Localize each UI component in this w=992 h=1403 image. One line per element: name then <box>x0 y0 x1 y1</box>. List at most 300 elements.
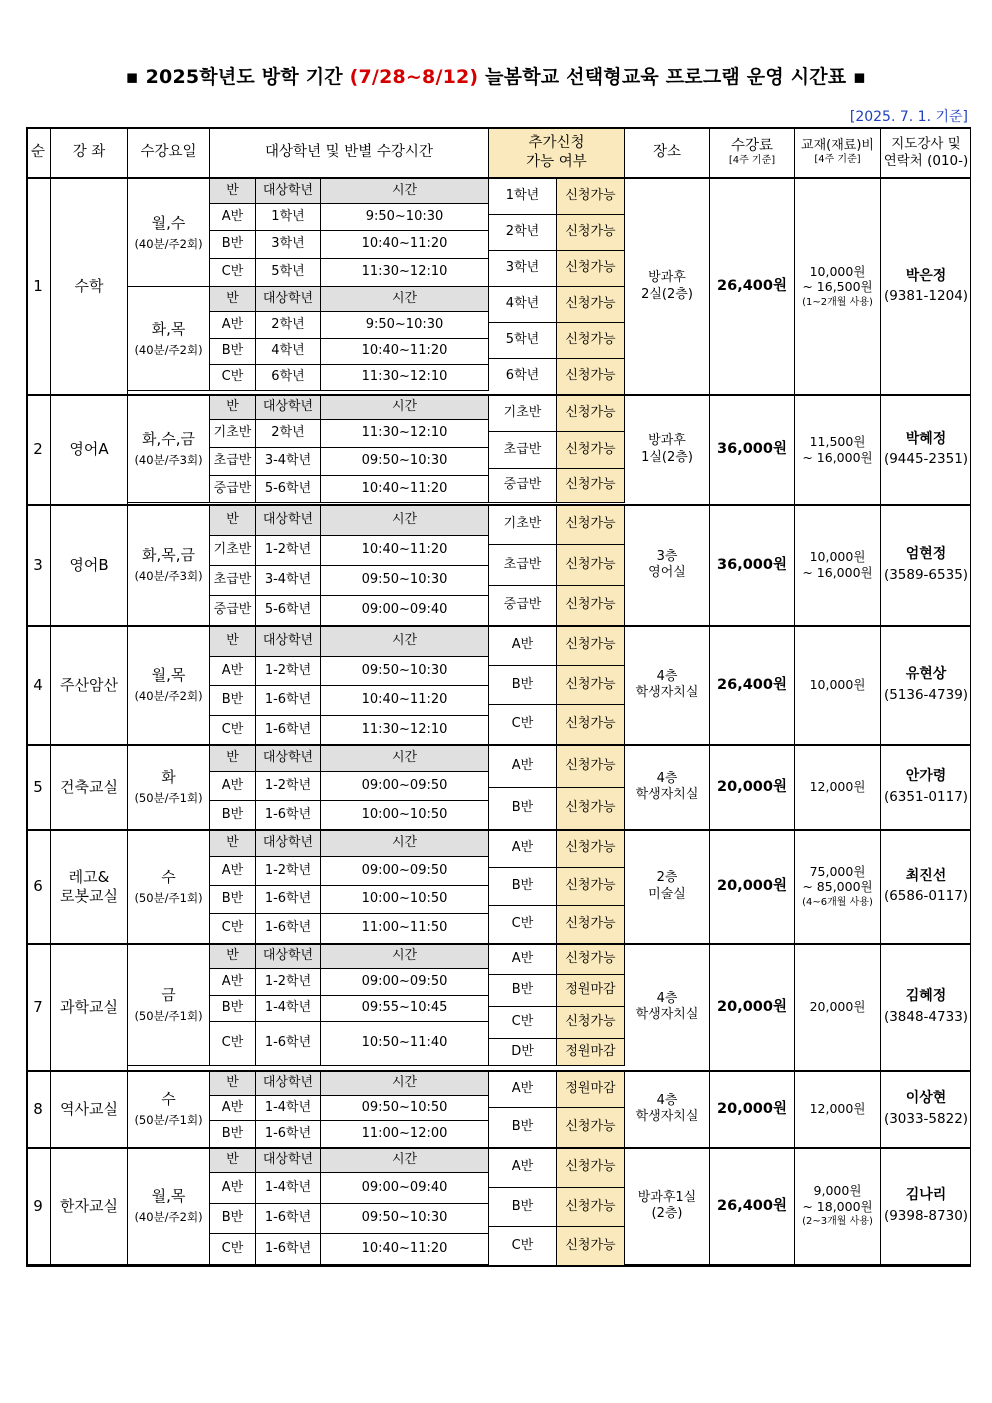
target-grade: 1-4학년 <box>256 996 321 1022</box>
teacher-name: 박은정 <box>905 267 947 284</box>
class-days <box>128 505 210 626</box>
class-name: A반 <box>210 204 256 231</box>
place: 방과후 1실(2층) <box>625 395 710 505</box>
extra-class: C반 <box>489 1227 557 1266</box>
class-name: B반 <box>210 339 256 365</box>
tuition-fee: 20,000원 <box>710 1071 795 1148</box>
extra-class: 초급반 <box>489 432 557 469</box>
place: 2층 미술실 <box>625 830 710 944</box>
class-time: 10:40~11:20 <box>321 536 489 566</box>
class-time: 10:40~11:20 <box>321 231 489 259</box>
application-status: 신청가능 <box>557 359 625 395</box>
days-label: 월,수 <box>151 213 186 232</box>
subheader-class: 반 <box>210 626 256 657</box>
class-days <box>128 1148 210 1265</box>
application-status: 정원마감 <box>557 1039 625 1066</box>
extra-class: B반 <box>489 1108 557 1148</box>
course-name: 과학교실 <box>51 944 128 1071</box>
subheader-time: 시간 <box>321 505 489 536</box>
class-days <box>128 944 210 1066</box>
teacher-phone: (5136-4739) <box>883 686 969 703</box>
teacher-contact <box>881 395 971 505</box>
class-time: 09:50~10:30 <box>321 657 489 686</box>
frequency-label: (40분/주2회) <box>134 236 203 251</box>
material-cost <box>795 944 881 1071</box>
reference-date: [2025. 7. 1. 기준] <box>849 109 968 125</box>
class-time: 09:00~09:50 <box>321 969 489 996</box>
extra-class: B반 <box>489 1188 557 1227</box>
extra-class: A반 <box>489 944 557 975</box>
class-time: 10:00~10:50 <box>321 801 489 830</box>
application-status: 신청가능 <box>557 666 625 705</box>
program-number: 5 <box>26 745 51 830</box>
class-name: 중급반 <box>210 476 256 503</box>
class-time: 10:50~11:40 <box>321 1022 489 1066</box>
program-divider <box>26 1070 971 1072</box>
days-label: 화 <box>161 768 176 787</box>
subheader-time: 시간 <box>321 745 489 772</box>
target-grade: 1-2학년 <box>256 969 321 996</box>
table-border-top <box>26 127 971 129</box>
teacher-contact <box>881 1071 971 1148</box>
target-grade: 1-2학년 <box>256 536 321 566</box>
target-grade: 5학년 <box>256 259 321 287</box>
target-grade: 1-6학년 <box>256 1234 321 1265</box>
teacher-contact <box>881 944 971 1071</box>
class-name: 중급반 <box>210 596 256 626</box>
target-grade: 5-6학년 <box>256 596 321 626</box>
place: 4층 학생자치실 <box>625 944 710 1071</box>
place: 4층 학생자치실 <box>625 1071 710 1148</box>
class-name: 기초반 <box>210 536 256 566</box>
frequency-label: (50분/주1회) <box>134 791 203 806</box>
course-name: 한자교실 <box>51 1148 128 1265</box>
header-divider <box>26 177 971 179</box>
application-status: 신청가능 <box>557 830 625 868</box>
teacher-name: 엄현정 <box>905 546 947 563</box>
program-divider <box>26 504 971 506</box>
application-status: 신청가능 <box>557 1188 625 1227</box>
class-time: 9:50~10:30 <box>321 204 489 231</box>
application-status: 신청가능 <box>557 586 625 626</box>
header-course: 강 좌 <box>51 127 128 179</box>
class-name: 기초반 <box>210 420 256 448</box>
extra-class: C반 <box>489 705 557 745</box>
course-name: 역사교실 <box>51 1071 128 1148</box>
class-name: B반 <box>210 1204 256 1234</box>
extra-class: 2학년 <box>489 215 557 251</box>
subheader-class: 반 <box>210 1148 256 1173</box>
place: 방과후1실 (2층) <box>625 1148 710 1265</box>
tuition-fee: 26,400원 <box>710 179 795 395</box>
course-name: 영어B <box>51 505 128 626</box>
program-number: 8 <box>26 1071 51 1148</box>
teacher-contact <box>881 745 971 830</box>
subheader-class: 반 <box>210 505 256 536</box>
class-name: B반 <box>210 886 256 914</box>
material-cost-value: 11,500원 ~ 16,000원 <box>802 433 873 465</box>
material-cost-value: 12,000원 <box>809 1101 866 1117</box>
extra-class: 기초반 <box>489 395 557 432</box>
table-border-bottom <box>26 1265 971 1267</box>
subheader-class: 반 <box>210 1071 256 1096</box>
class-time: 11:30~12:10 <box>321 716 489 745</box>
class-days <box>128 830 210 944</box>
extra-class: A반 <box>489 830 557 868</box>
material-cost <box>795 1071 881 1148</box>
days-label: 금 <box>161 985 176 1004</box>
frequency-label: (50분/주1회) <box>134 1008 203 1023</box>
tuition-fee: 20,000원 <box>710 944 795 1071</box>
class-name: A반 <box>210 969 256 996</box>
tuition-fee: 36,000원 <box>710 505 795 626</box>
material-cost <box>795 395 881 505</box>
target-grade: 2학년 <box>256 312 321 339</box>
class-name: A반 <box>210 1096 256 1121</box>
class-time: 11:00~11:50 <box>321 914 489 944</box>
frequency-label: (50분/주1회) <box>134 1113 203 1128</box>
program-divider <box>26 943 971 945</box>
class-name: C반 <box>210 259 256 287</box>
subheader-time: 시간 <box>321 830 489 857</box>
program-number: 7 <box>26 944 51 1071</box>
material-cost-note: (4~6개월 사용) <box>802 896 873 908</box>
course-name: 건축교실 <box>51 745 128 830</box>
subheader-time: 시간 <box>321 626 489 657</box>
target-grade: 5-6학년 <box>256 476 321 503</box>
table-border-left <box>26 127 28 1267</box>
timetable <box>26 127 971 1267</box>
teacher-phone: (9398-8730) <box>883 1207 969 1224</box>
class-time: 09:50~10:30 <box>321 1204 489 1234</box>
teacher-name: 박혜정 <box>905 430 947 447</box>
class-name: C반 <box>210 716 256 745</box>
application-status: 신청가능 <box>557 469 625 503</box>
frequency-label: (40분/주3회) <box>134 452 203 467</box>
class-time: 09:50~10:30 <box>321 566 489 596</box>
extra-class: C반 <box>489 1007 557 1039</box>
class-days <box>128 745 210 830</box>
class-days <box>128 395 210 503</box>
header-extra: 추가신청 가능 여부 <box>489 127 625 179</box>
application-status: 신청가능 <box>557 745 625 788</box>
subheader-time: 시간 <box>321 1071 489 1096</box>
material-cost-value: 10,000원 <box>809 677 866 693</box>
subheader-grade: 대상학년 <box>256 1071 321 1096</box>
target-grade: 1-6학년 <box>256 886 321 914</box>
application-status: 정원마감 <box>557 975 625 1007</box>
extra-class: C반 <box>489 906 557 944</box>
class-time: 09:00~09:40 <box>321 596 489 626</box>
material-cost <box>795 505 881 626</box>
material-cost-value: 12,000원 <box>809 779 866 795</box>
place: 4층 학생자치실 <box>625 745 710 830</box>
course-name: 수학 <box>51 179 128 395</box>
page-title <box>0 62 992 89</box>
teacher-name: 안가령 <box>905 768 947 785</box>
class-days <box>128 1071 210 1148</box>
program-divider <box>26 829 971 831</box>
title-suffix: 늘봄학교 선택형교육 프로그램 운영 시간표 ▪ <box>478 66 867 88</box>
header-no: 순 <box>26 127 51 179</box>
subheader-class: 반 <box>210 944 256 969</box>
material-cost <box>795 1148 881 1265</box>
material-cost-value: 10,000원 ~ 16,500원 <box>802 263 873 295</box>
header-place: 장소 <box>625 127 710 179</box>
material-cost-value: 10,000원 ~ 16,000원 <box>802 549 873 580</box>
days-label: 월,목 <box>151 666 186 685</box>
class-days <box>128 626 210 745</box>
course-name: 영어A <box>51 395 128 505</box>
course-name: 주산암산 <box>51 626 128 745</box>
subheader-grade: 대상학년 <box>256 395 321 420</box>
target-grade: 1-2학년 <box>256 857 321 886</box>
application-status: 신청가능 <box>557 1007 625 1039</box>
class-name: 초급반 <box>210 566 256 596</box>
class-time: 09:00~09:40 <box>321 1173 489 1204</box>
application-status: 신청가능 <box>557 287 625 323</box>
target-grade: 1-6학년 <box>256 801 321 830</box>
subheader-grade: 대상학년 <box>256 745 321 772</box>
class-time: 09:50~10:50 <box>321 1096 489 1121</box>
application-status: 신청가능 <box>557 179 625 215</box>
target-grade: 3학년 <box>256 231 321 259</box>
extra-class: B반 <box>489 868 557 906</box>
extra-class: D반 <box>489 1039 557 1066</box>
extra-class: A반 <box>489 1071 557 1108</box>
extra-class: 초급반 <box>489 545 557 586</box>
extra-class: 중급반 <box>489 586 557 626</box>
extra-class: 기초반 <box>489 505 557 545</box>
extra-class: B반 <box>489 788 557 830</box>
class-time: 09:00~09:50 <box>321 857 489 886</box>
application-status: 신청가능 <box>557 1227 625 1266</box>
frequency-label: (40분/주2회) <box>134 1210 203 1225</box>
class-time: 11:30~12:10 <box>321 420 489 448</box>
application-status: 신청가능 <box>557 906 625 944</box>
table-border-right <box>970 127 971 1267</box>
place: 3층 영어실 <box>625 505 710 626</box>
extra-class: 6학년 <box>489 359 557 395</box>
subheader-grade: 대상학년 <box>256 1148 321 1173</box>
teacher-phone: (6586-0117) <box>883 888 969 905</box>
material-cost <box>795 745 881 830</box>
tuition-fee: 20,000원 <box>710 745 795 830</box>
teacher-contact <box>881 1148 971 1265</box>
target-grade: 4학년 <box>256 339 321 365</box>
class-name: B반 <box>210 1121 256 1148</box>
application-status: 신청가능 <box>557 788 625 830</box>
course-name: 레고& 로봇교실 <box>51 830 128 944</box>
target-grade: 1-6학년 <box>256 716 321 745</box>
header-material-note: [4주 기준] <box>814 154 861 166</box>
extra-class: B반 <box>489 666 557 705</box>
program-number: 4 <box>26 626 51 745</box>
teacher-name: 김혜정 <box>905 988 947 1005</box>
target-grade: 1-2학년 <box>256 772 321 801</box>
target-grade: 1-6학년 <box>256 1204 321 1234</box>
header-fee-note: [4주 기준] <box>728 155 776 167</box>
class-name: C반 <box>210 1234 256 1265</box>
class-time: 11:30~12:10 <box>321 259 489 287</box>
teacher-contact <box>881 626 971 745</box>
target-grade: 1-6학년 <box>256 1121 321 1148</box>
extra-class: 3학년 <box>489 251 557 287</box>
title-period: (7/28~8/12) <box>349 66 479 88</box>
subheader-class: 반 <box>210 830 256 857</box>
teacher-name: 유현상 <box>905 666 947 683</box>
subheader-grade: 대상학년 <box>256 505 321 536</box>
application-status: 신청가능 <box>557 545 625 586</box>
target-grade: 1-6학년 <box>256 914 321 944</box>
program-number: 1 <box>26 179 51 395</box>
application-status: 신청가능 <box>557 1108 625 1148</box>
teacher-contact <box>881 505 971 626</box>
class-name: C반 <box>210 1022 256 1066</box>
subheader-class: 반 <box>210 395 256 420</box>
tuition-fee: 36,000원 <box>710 395 795 505</box>
days-label: 수 <box>161 1090 176 1109</box>
target-grade: 2학년 <box>256 420 321 448</box>
application-status: 신청가능 <box>557 432 625 469</box>
tuition-fee: 26,400원 <box>710 626 795 745</box>
frequency-label: (40분/주3회) <box>134 569 203 584</box>
class-days <box>128 179 210 287</box>
header-material <box>795 127 881 179</box>
application-status: 신청가능 <box>557 215 625 251</box>
teacher-phone: (3589-6535) <box>883 566 969 583</box>
target-grade: 1-6학년 <box>256 686 321 716</box>
days-label: 화,수,금 <box>141 429 195 448</box>
class-name: C반 <box>210 914 256 944</box>
material-cost-value: 20,000원 <box>809 999 866 1015</box>
subheader-time: 시간 <box>321 179 489 204</box>
target-grade: 1학년 <box>256 204 321 231</box>
frequency-label: (50분/주1회) <box>134 890 203 905</box>
teacher-phone: (9445-2351) <box>883 451 969 468</box>
target-grade: 1-6학년 <box>256 1022 321 1066</box>
teacher-phone: (3033-5822) <box>883 1110 969 1127</box>
material-cost-value: 9,000원 ~ 18,000원 <box>802 1183 873 1214</box>
title-prefix: ▪ 2025학년도 방학 기간 <box>125 66 350 88</box>
class-name: A반 <box>210 1173 256 1204</box>
class-time: 09:50~10:30 <box>321 448 489 476</box>
program-number: 2 <box>26 395 51 505</box>
program-divider <box>26 1147 971 1149</box>
place: 방과후 2실(2층) <box>625 179 710 395</box>
tuition-fee: 26,400원 <box>710 1148 795 1265</box>
teacher-name: 최진선 <box>905 867 947 884</box>
header-schedule: 대상학년 및 반별 수강시간 <box>210 127 489 179</box>
header-fee-label: 수강료 <box>730 138 774 155</box>
subheader-time: 시간 <box>321 944 489 969</box>
teacher-phone: (3848-4733) <box>883 1008 969 1025</box>
application-status: 신청가능 <box>557 705 625 745</box>
application-status: 신청가능 <box>557 505 625 545</box>
target-grade: 1-4학년 <box>256 1096 321 1121</box>
application-status: 신청가능 <box>557 395 625 432</box>
class-name: A반 <box>210 857 256 886</box>
application-status: 신청가능 <box>557 626 625 666</box>
class-time: 9:50~10:30 <box>321 312 489 339</box>
program-number: 6 <box>26 830 51 944</box>
frequency-label: (40분/주2회) <box>134 342 203 357</box>
class-name: 초급반 <box>210 448 256 476</box>
class-name: A반 <box>210 657 256 686</box>
material-cost-note: (2~3개월 사용) <box>802 1216 873 1228</box>
class-time: 11:00~12:00 <box>321 1121 489 1148</box>
extra-class: A반 <box>489 1148 557 1188</box>
header-days: 수강요일 <box>128 127 210 179</box>
class-time: 10:40~11:20 <box>321 339 489 365</box>
application-status: 정원마감 <box>557 1071 625 1108</box>
material-cost <box>795 179 881 395</box>
application-status: 신청가능 <box>557 251 625 287</box>
material-cost <box>795 626 881 745</box>
header-teacher: 지도강사 및 연락처 (010-) <box>881 127 971 179</box>
teacher-name: 김나리 <box>905 1187 947 1204</box>
teacher-phone: (6351-0117) <box>883 788 969 805</box>
class-time: 10:00~10:50 <box>321 886 489 914</box>
extra-class: 4학년 <box>489 287 557 323</box>
application-status: 신청가능 <box>557 944 625 975</box>
subheader-grade: 대상학년 <box>256 830 321 857</box>
place: 4층 학생자치실 <box>625 626 710 745</box>
class-time: 09:00~09:50 <box>321 772 489 801</box>
target-grade: 3-4학년 <box>256 448 321 476</box>
material-cost <box>795 830 881 944</box>
subheader-grade: 대상학년 <box>256 626 321 657</box>
days-label: 수 <box>161 867 176 886</box>
target-grade: 1-4학년 <box>256 1173 321 1204</box>
subheader-class: 반 <box>210 179 256 204</box>
class-time: 11:30~12:10 <box>321 365 489 391</box>
extra-class: 중급반 <box>489 469 557 503</box>
header-material-label: 교재(재료)비 <box>801 138 874 154</box>
tuition-fee: 20,000원 <box>710 830 795 944</box>
class-name: A반 <box>210 772 256 801</box>
program-number: 9 <box>26 1148 51 1265</box>
days-label: 화,목,금 <box>141 546 195 565</box>
class-time: 10:40~11:20 <box>321 476 489 503</box>
class-name: B반 <box>210 686 256 716</box>
frequency-label: (40분/주2회) <box>134 689 203 704</box>
subheader-grade: 대상학년 <box>256 287 321 312</box>
subheader-grade: 대상학년 <box>256 179 321 204</box>
days-label: 월,목 <box>151 1187 186 1206</box>
program-divider <box>26 625 971 627</box>
class-time: 09:55~10:45 <box>321 996 489 1022</box>
application-status: 신청가능 <box>557 1148 625 1188</box>
target-grade: 1-2학년 <box>256 657 321 686</box>
class-time: 10:40~11:20 <box>321 1234 489 1265</box>
class-name: C반 <box>210 365 256 391</box>
class-name: A반 <box>210 312 256 339</box>
program-divider <box>26 744 971 746</box>
class-days <box>128 287 210 391</box>
subheader-grade: 대상학년 <box>256 944 321 969</box>
extra-class: B반 <box>489 975 557 1007</box>
extra-class: A반 <box>489 626 557 666</box>
teacher-phone: (9381-1204) <box>883 288 969 305</box>
program-number: 3 <box>26 505 51 626</box>
teacher-name: 이상현 <box>905 1090 947 1107</box>
subheader-class: 반 <box>210 745 256 772</box>
material-cost-value: 75,000원 ~ 85,000원 <box>802 863 873 895</box>
material-cost-note: (1~2개월 사용) <box>802 296 873 308</box>
class-name: B반 <box>210 801 256 830</box>
application-status: 신청가능 <box>557 868 625 906</box>
